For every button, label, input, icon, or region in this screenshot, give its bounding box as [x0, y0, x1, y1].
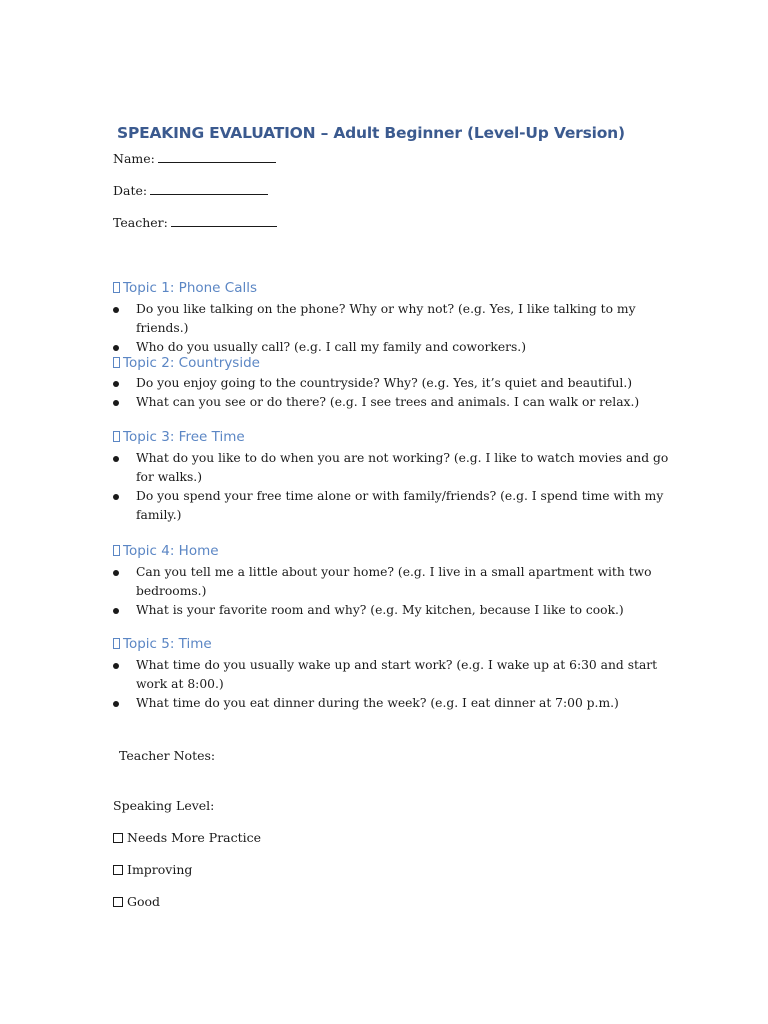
teacher-label: Teacher:	[113, 215, 168, 230]
bullet-icon	[113, 663, 119, 669]
topic-4-heading	[113, 543, 219, 559]
date-label: Date:	[113, 183, 148, 198]
list-item: What time do you usually wake up and start work? (e.g. I wake up at 6:30 and start work at 8:00.)	[113, 656, 673, 694]
list-item: Do you enjoy going to the countryside? Why? (e.g. Yes, it’s quiet and beautiful.)	[113, 374, 673, 393]
name-field	[113, 150, 276, 166]
name-label: Name:	[113, 151, 155, 166]
topic-4-questions	[113, 563, 673, 620]
topic-1-title: Topic 1: Phone Calls	[123, 280, 258, 296]
bullet-icon	[113, 307, 119, 313]
missing-glyph-icon	[113, 431, 120, 442]
list-item: Can you tell me a little about your home? (e.g. I live in a small apartment with two bedrooms.)	[113, 563, 673, 601]
topic-3-heading	[113, 429, 245, 445]
topic-3-title: Topic 3: Free Time	[123, 429, 245, 445]
topic-5-heading	[113, 636, 212, 652]
topic-5-title: Topic 5: Time	[123, 636, 212, 652]
bullet-icon	[113, 608, 119, 614]
topic-3-questions	[113, 449, 673, 525]
bullet-icon	[113, 570, 119, 576]
list-item: What can you see or do there? (e.g. I see trees and animals. I can walk or relax.)	[113, 393, 673, 412]
teacher-notes-label: Teacher Notes:	[119, 748, 216, 763]
bullet-icon	[113, 456, 119, 462]
topic-1-questions	[113, 300, 673, 357]
topic-2-questions	[113, 374, 673, 412]
name-blank-line	[158, 150, 276, 163]
topic-4-title: Topic 4: Home	[123, 543, 219, 559]
checkbox-icon[interactable]	[113, 865, 123, 875]
topic-5-questions	[113, 656, 673, 713]
list-item: Do you like talking on the phone? Why or why not? (e.g. Yes, I like talking to my friends.)	[113, 300, 673, 338]
bullet-icon	[113, 701, 119, 707]
checkbox-icon[interactable]	[113, 833, 123, 843]
checkbox-icon[interactable]	[113, 897, 123, 907]
teacher-blank-line	[171, 214, 277, 227]
bullet-icon	[113, 400, 119, 406]
bullet-icon	[113, 381, 119, 387]
topic-2-title: Topic 2: Countryside	[123, 355, 260, 371]
missing-glyph-icon	[113, 357, 120, 368]
missing-glyph-icon	[113, 282, 120, 293]
teacher-field	[113, 214, 277, 230]
speaking-level-label: Speaking Level:	[113, 798, 215, 813]
missing-glyph-icon	[113, 545, 120, 556]
list-item: What do you like to do when you are not working? (e.g. I like to watch movies and go for walks.)	[113, 449, 673, 487]
level-option-needs-more-practice[interactable]: Needs More Practice	[113, 830, 261, 845]
list-item: Do you spend your free time alone or with family/friends? (e.g. I spend time with my family.)	[113, 487, 673, 525]
level-option-improving[interactable]: Improving	[113, 862, 192, 877]
date-field	[113, 182, 268, 198]
topic-2-heading	[113, 355, 260, 371]
level-option-good[interactable]: Good	[113, 894, 160, 909]
bullet-icon	[113, 345, 119, 351]
document-title: SPEAKING EVALUATION – Adult Beginner (Level-Up Version)	[117, 124, 625, 142]
bullet-icon	[113, 494, 119, 500]
missing-glyph-icon	[113, 638, 120, 649]
date-blank-line	[150, 182, 268, 195]
list-item: Who do you usually call? (e.g. I call my family and coworkers.)	[113, 338, 673, 357]
list-item: What time do you eat dinner during the week? (e.g. I eat dinner at 7:00 p.m.)	[113, 694, 673, 713]
topic-1-heading	[113, 280, 257, 296]
list-item: What is your favorite room and why? (e.g. My kitchen, because I like to cook.)	[113, 601, 673, 620]
